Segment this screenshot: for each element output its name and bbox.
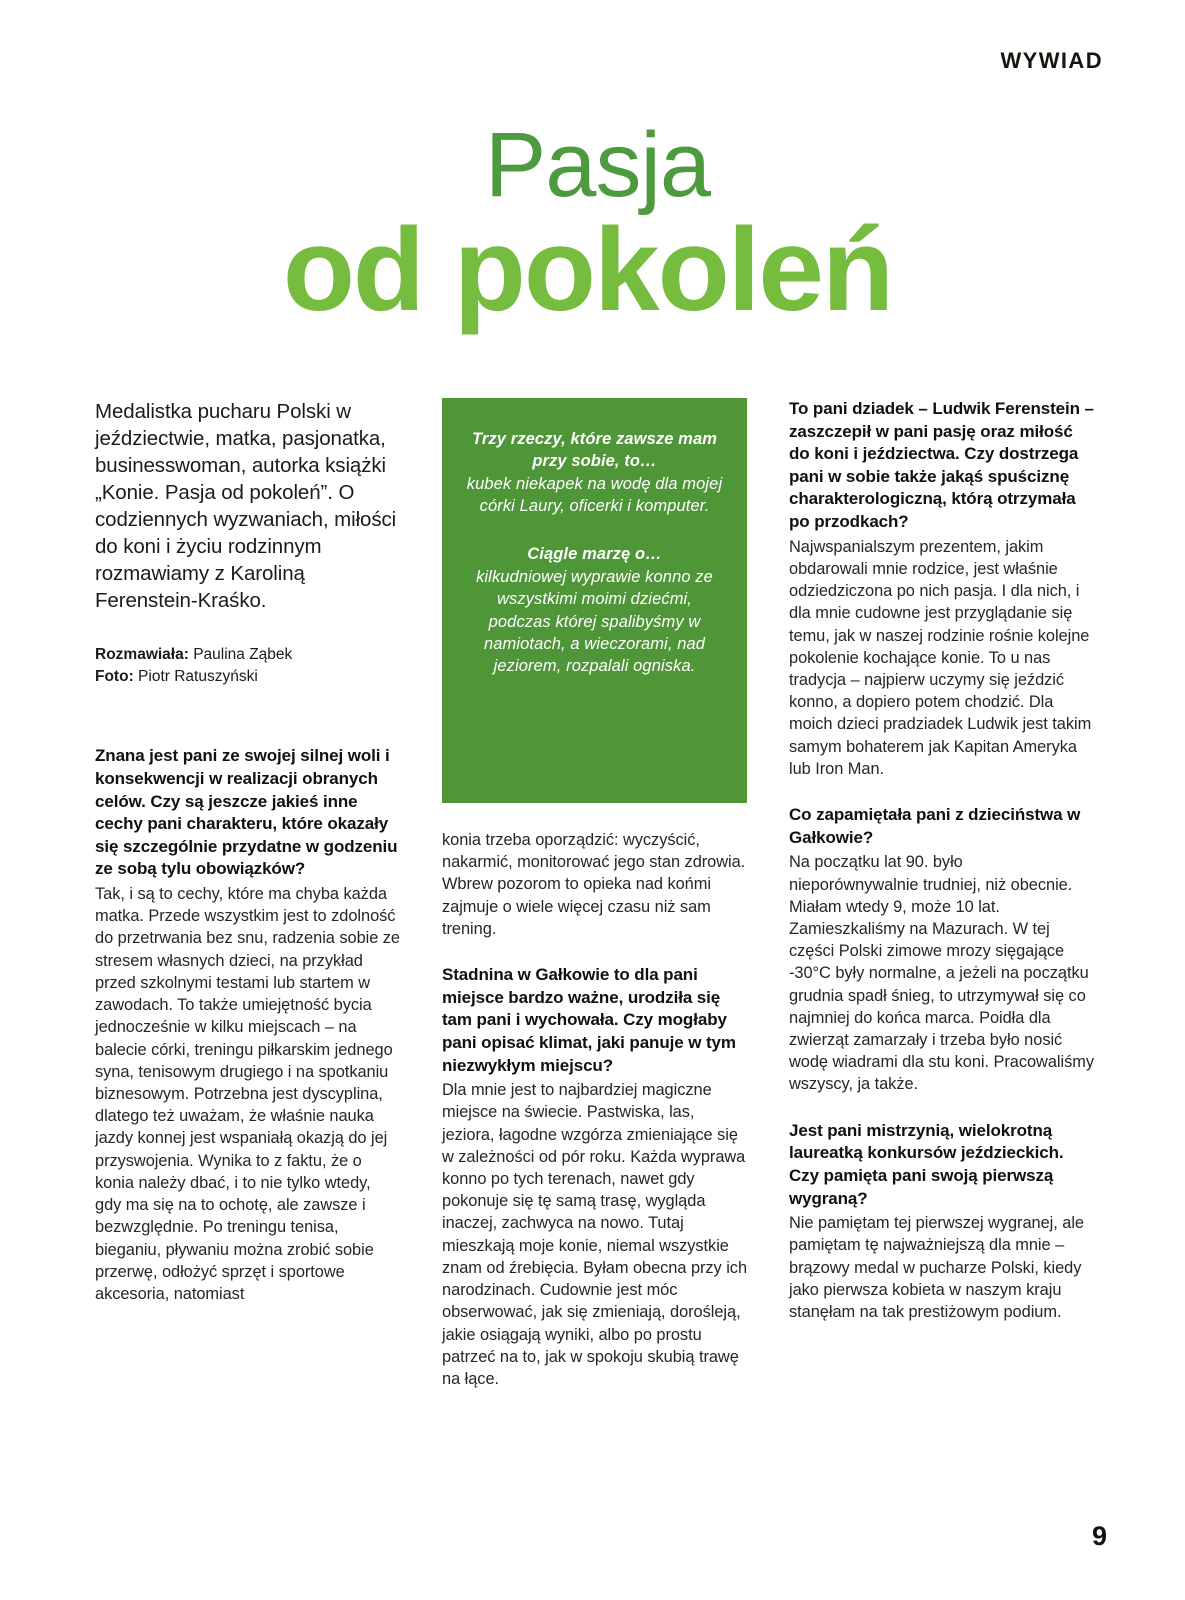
answer-5: Nie pamiętam tej pierwszej wygranej, ale pamiętam tę najważniejszą dla mnie – brązowy medal w pucharze Polski, kiedy jako pierwsza kobieta w naszym kraju stanęłam na tak prestiżowym podium.	[789, 1214, 1084, 1321]
question-4: Co zapamiętała pani z dzieciństwa w Gałkowie?	[789, 805, 1081, 847]
pull-quote-2-body: kilkudniowej wyprawie konno ze wszystkimi moimi dziećmi, podczas której spalibyśmy w namiotach, a wieczorami, nad jeziorem, rozpalali ogniska.	[476, 567, 713, 676]
column-right	[789, 398, 1094, 1390]
article-columns	[95, 398, 1095, 1390]
answer-3: Najwspanialszym prezentem, jakim obdarowali mnie rodzice, jest właśnie odziedziczona po nich pasja. I dla nich, i dla mnie cudowne jest przyglądanie się temu, jak w naszej rodzinie rośnie kolejne pokolenie kochające konie. To u nas tradycja – najpierw uczymy się jeździć konno, a dopiero potem chodzić. Dla moich dzieci pradziadek Ludwik jest takim samym bohaterem jak Kapitan Ameryka lub Iron Man.	[789, 537, 1092, 778]
column-left-spacer	[95, 688, 400, 745]
answer-2: Dla mnie jest to najbardziej magiczne miejsce na świecie. Pastwiska, las, jeziora, łagodne wzgórza zmieniające się w zależności od pór roku. Każda wyprawa konno po tych terenach, nawet gdy pokonuje się tę samą trasę, wygląda inaczej, zachwyca na nowo. Tutaj mieszkają moje konie, niemal wszystkie znam od źrebięcia. Byłam obecna przy ich narodzinach. Cudownie jest móc obserwować, jak się zmieniają, dorośleją, jakie osiągają wyniki, albo po prostu patrzeć na to, jak w spokoju skubią trawę na łące.	[442, 1081, 748, 1388]
question-5: Jest pani mistrzynią, wielokrotną laureatką konkursów jeździeckich. Czy pamięta pani swoją pierwszą wygraną?	[789, 1120, 1064, 1208]
article-title	[0, 114, 1115, 337]
byline	[95, 644, 400, 688]
page-number: 9	[1091, 1521, 1107, 1551]
byline-photo-label: Foto:	[95, 668, 134, 686]
answer-1: Tak, i są to cechy, które ma chyba każda matka. Przede wszystkim jest to zdolność do przetrwania bez snu, radzenia sobie ze stresem własnych dzieci, na przykład przed szkolnymi testami lub startem w zawodach. To także umiejętność bycia jednocześnie w kilku miejscach – na balecie córki, treningu piłkarskim jednego syna, tenisowym drugiego i na spotkaniu biznesowym. Potrzebna jest dyscyplina, dlatego też uważam, że właśnie nauka jazdy konnej jest wspaniałą okazją do jej przyswojenia. Wynika to z faktu, że o konia należy dbać, i to nie tylko wtedy, gdy ma się na to ochotę, ale zawsze i bezwzględnie. Po treningu tenisa, bieganiu, pływaniu można zrobić sobie przerwę, odłożyć sprzęt i sportowe akcesoria, natomiast	[95, 885, 401, 1303]
page-title-line1: Pasja	[484, 114, 711, 216]
answer-4: Na początku lat 90. było nieporównywalnie trudniej, niż obecnie. Miałam wtedy 9, może 10 lat. Zamieszkaliśmy na Mazurach. W tej części Polski zimowe mrozy sięgające -30°C były normalne, a jeżeli na początku grudnia spadł śnieg, to utrzymywał się co najmniej do końca marca. Poidła dla zwierząt zamarzały i trzeba było nosić wodę wiadrami dla stu koni. Pracowaliśmy wszyscy, ja także.	[789, 853, 1094, 1094]
pull-quote-box	[442, 398, 747, 803]
question-1: Znana jest pani ze swojej silnej woli i konsekwencji w realizacji obranych celów. Czy są jeszcze jakieś inne cechy pani charakteru, które okazały się szczególnie przydatne w godzeniu ze sobą tylu obowiązków?	[95, 746, 398, 879]
question-2: Stadnina w Gałkowie to dla pani miejsce bardzo ważne, urodziła się tam pani i wychowała. Czy mogłaby pani opisać klimat, jaki panuje w tym niezwykłym miejscu?	[442, 965, 736, 1075]
column-middle	[442, 398, 747, 1390]
column-left	[95, 398, 400, 1390]
answer-1-continued: konia trzeba oporządzić: wyczyścić, nakarmić, monitorować jego stan zdrowia. Wbrew pozorom to opieka nad końmi zajmuje o wiele więcej czasu niż sam trening.	[442, 831, 746, 938]
pull-quote-1-body: kubek niekapek na wodę dla mojej córki Laury, oficerki i komputer.	[466, 474, 723, 515]
pull-quote-2-heading: Ciągle marzę o…	[527, 545, 662, 564]
section-kicker: WYWIAD	[1000, 48, 1103, 73]
pull-quote-gap	[464, 517, 725, 543]
pull-quote-1-heading: Trzy rzeczy, które zawsze mam przy sobie, to…	[471, 430, 718, 471]
byline-photo-name: Piotr Ratuszyński	[133, 668, 258, 686]
lead-paragraph: Medalistka pucharu Polski w jeździectwie, matka, pasjonatka, businesswoman, autorka książki „Konie. Pasja od pokoleń”. O codziennych wyzwaniach, miłości do koni i życiu rodzinnym rozmawiamy z Karoliną Ferenstein-Kraśko.	[95, 400, 397, 613]
byline-interviewer-name: Paulina Ząbek	[188, 646, 293, 664]
question-3: To pani dziadek – Ludwik Ferenstein – zaszczepił w pani pasję oraz miłość do koni i jeździectwa. Czy dostrzega pani w sobie także jakąś spuściznę charakterologiczną, którą otrzymała po przodkach?	[789, 399, 1094, 532]
byline-interviewer-label: Rozmawiała:	[95, 646, 189, 664]
page-title-line2: od pokoleń	[282, 204, 893, 337]
